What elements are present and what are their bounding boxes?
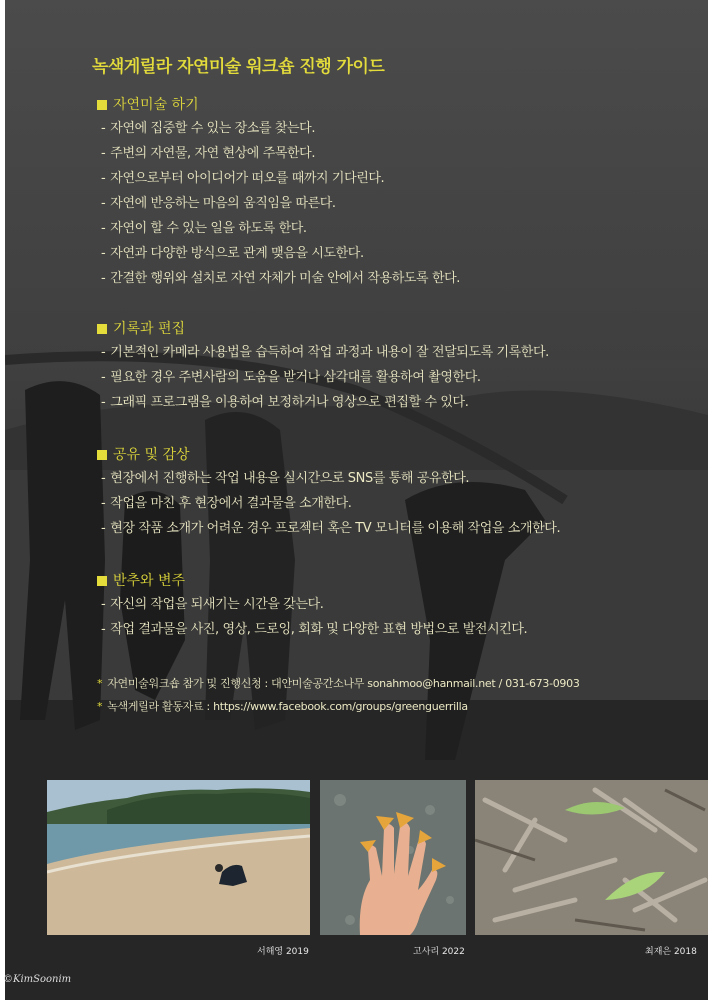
page-title: 녹색게릴라 자연미술 워크숍 진행 가이드	[92, 57, 385, 77]
section-record-edit	[94, 318, 549, 415]
list-item: - 기본적인 카메라 사용법을 습득하여 작업 과정과 내용이 잘 전달되도록 기록한다.	[101, 345, 549, 360]
photo-beach	[47, 780, 310, 935]
list-item: - 작업 결과물을 사진, 영상, 드로잉, 회화 및 다양한 표현 방법으로 발전시킨다.	[101, 622, 528, 637]
section-heading: 반추와 변주	[94, 570, 527, 592]
square-bullet-icon	[97, 576, 107, 586]
list-item: - 자연에 집중할 수 있는 장소를 찾는다.	[101, 121, 316, 136]
square-bullet-icon	[97, 100, 107, 110]
section-heading: 자연미술 하기	[94, 94, 460, 116]
section-heading: 기록과 편집	[94, 318, 549, 340]
note-facebook-link[interactable]: * 녹색게릴라 활동자료 : https://www.facebook.com/groups/greenguerrilla	[97, 700, 468, 713]
list-item: - 자연에 반응하는 마음의 움직임을 따른다.	[101, 196, 336, 211]
list-item: - 현장에서 진행하는 작업 내용을 실시간으로 SNS를 통해 공유한다.	[101, 471, 470, 486]
copyright-watermark: ©KimSoonim	[3, 974, 72, 985]
list-item: - 작업을 마친 후 현장에서 결과물을 소개한다.	[101, 496, 352, 511]
list-item: - 그래픽 프로그램을 이용하여 보정하거나 영상으로 편집할 수 있다.	[101, 395, 469, 410]
caption-photo-3: 최재은 2018	[645, 947, 697, 957]
list-item: - 자연이 할 수 있는 일을 하도록 한다.	[101, 221, 307, 236]
contact-notes	[97, 672, 580, 718]
caption-photo-1: 서해영 2019	[257, 947, 309, 957]
list-item: - 자연으로부터 아이디어가 떠오를 때까지 기다린다.	[101, 171, 385, 186]
caption-photo-2: 고사리 2022	[413, 947, 465, 957]
photo-bamboo-leaves	[475, 780, 708, 935]
list-item: - 자연과 다양한 방식으로 관계 맺음을 시도한다.	[101, 246, 364, 261]
section-reflection	[94, 570, 527, 642]
list-item: - 자신의 작업을 되새기는 시간을 갖는다.	[101, 597, 324, 612]
note-contact: * 자연미술워크숍 참가 및 진행신청 : 대안미술공간소나무 sonahmoo@hanmail.net / 031-673-0903	[97, 677, 580, 690]
section-nature-art	[94, 94, 460, 291]
square-bullet-icon	[97, 324, 107, 334]
guide-page	[5, 0, 708, 1000]
list-item: - 주변의 자연물, 자연 현상에 주목한다.	[101, 146, 316, 161]
list-item: - 간결한 행위와 설치로 자연 자체가 미술 안에서 작용하도록 한다.	[101, 271, 460, 286]
list-item: - 필요한 경우 주변사람의 도움을 받거나 삼각대를 활용하여 촬영한다.	[101, 370, 481, 385]
section-heading: 공유 및 감상	[94, 444, 560, 466]
section-share-view	[94, 444, 560, 541]
photo-hand-leaves	[320, 780, 466, 935]
list-item: - 현장 작품 소개가 어려운 경우 프로젝터 혹은 TV 모니터를 이용해 작업을 소개한다.	[101, 521, 561, 536]
square-bullet-icon	[97, 450, 107, 460]
